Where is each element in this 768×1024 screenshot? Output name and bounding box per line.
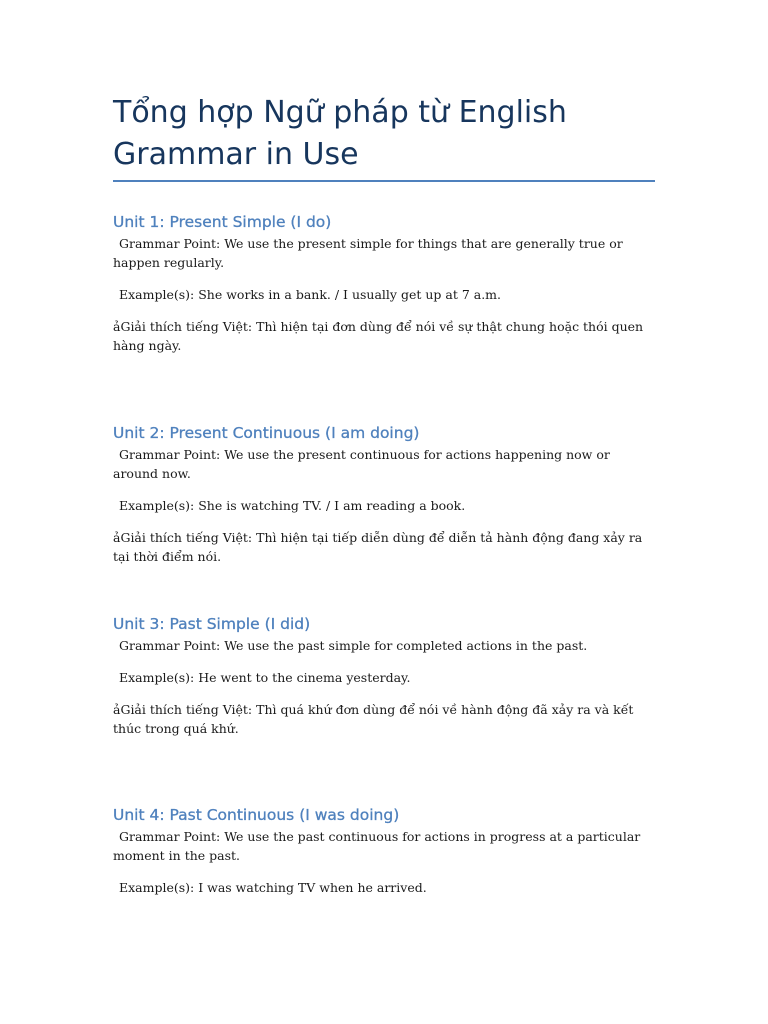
unit-2-section bbox=[113, 423, 658, 566]
unit-3-heading: Unit 3: Past Simple (I did) bbox=[113, 615, 311, 633]
unit-2-vietnamese-explanation: ảGiải thích tiếng Việt: Thì hiện tại tiếp diễn dùng để diễn tả hành động đang xảy ra tại thời điểm nói. bbox=[113, 530, 643, 564]
unit-4-grammar-point: Grammar Point: We use the past continuous for actions in progress at a particular moment in the past. bbox=[113, 829, 641, 863]
unit-4-heading: Unit 4: Past Continuous (I was doing) bbox=[113, 806, 400, 824]
unit-3-section bbox=[113, 614, 658, 738]
unit-3-vietnamese-explanation: ảGiải thích tiếng Việt: Thì quá khứ đơn dùng để nói về hành động đã xảy ra và kết thúc trong quá khứ. bbox=[113, 702, 634, 736]
title-underline bbox=[113, 180, 655, 182]
unit-1-section bbox=[113, 212, 658, 355]
unit-4-section bbox=[113, 805, 658, 897]
unit-2-grammar-point: Grammar Point: We use the present continuous for actions happening now or around now. bbox=[113, 447, 610, 481]
unit-1-vietnamese-explanation: ảGiải thích tiếng Việt: Thì hiện tại đơn dùng để nói về sự thật chung hoặc thói quen hàng ngày. bbox=[113, 319, 644, 353]
unit-1-grammar-point: Grammar Point: We use the present simple for things that are generally true or happen regularly. bbox=[113, 236, 623, 270]
unit-2-heading: Unit 2: Present Continuous (I am doing) bbox=[113, 424, 420, 442]
unit-1-examples: Example(s): She works in a bank. / I usually get up at 7 a.m. bbox=[119, 287, 501, 302]
document-title: Tổng hợp Ngữ pháp từ English Grammar in Use bbox=[113, 95, 567, 172]
unit-1-heading: Unit 1: Present Simple (I do) bbox=[113, 213, 332, 231]
unit-3-examples: Example(s): He went to the cinema yesterday. bbox=[119, 670, 411, 685]
unit-3-grammar-point: Grammar Point: We use the past simple for completed actions in the past. bbox=[119, 638, 588, 653]
unit-4-examples: Example(s): I was watching TV when he arrived. bbox=[119, 880, 427, 895]
unit-2-examples: Example(s): She is watching TV. / I am reading a book. bbox=[119, 498, 466, 513]
